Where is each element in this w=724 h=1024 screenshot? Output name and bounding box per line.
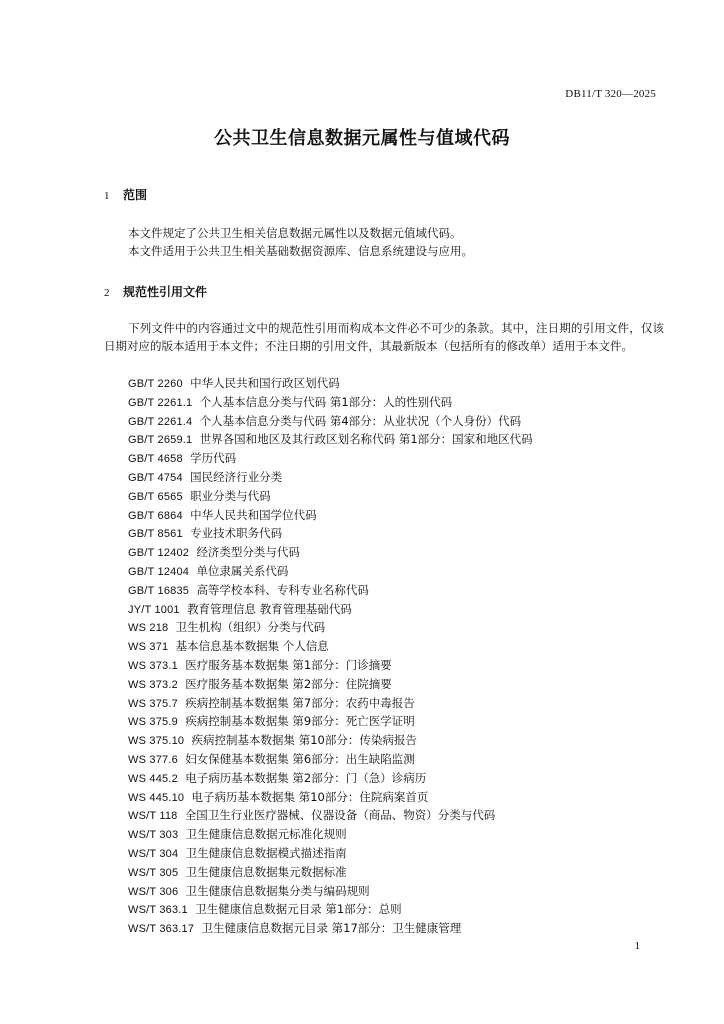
list-item — [128, 562, 533, 581]
section-number: 2 — [104, 287, 110, 299]
reference-code: GB/T 2261.4 — [128, 415, 193, 428]
list-item — [128, 637, 533, 656]
reference-code: WS 218 — [128, 622, 169, 635]
reference-title: 医疗服务基本数据集 第1部分：门诊摘要 — [185, 657, 392, 672]
list-item — [128, 581, 533, 600]
reference-code: GB/T 4658 — [128, 453, 183, 466]
list-item — [128, 487, 533, 506]
reference-code: GB/T 2260 — [128, 378, 183, 390]
list-item — [128, 806, 533, 825]
reference-title: 职业分类与代码 — [190, 488, 271, 503]
list-item — [128, 468, 533, 487]
reference-title: 卫生机构（组织）分类与代码 — [175, 620, 326, 635]
list-item — [128, 675, 533, 694]
reference-code: WS 373.1 — [128, 659, 178, 672]
list-item — [128, 412, 533, 431]
reference-title: 卫生健康信息数据元标准化规则 — [185, 827, 347, 842]
reference-code: GB/T 6864 — [128, 509, 183, 522]
reference-code: WS 445.10 — [128, 791, 185, 804]
list-item — [128, 618, 533, 637]
reference-title: 疾病控制基本数据集 第10部分：传染病报告 — [191, 733, 417, 748]
reference-title: 专业技术职务代码 — [190, 526, 283, 541]
list-item — [128, 543, 533, 562]
list-item — [128, 900, 533, 919]
section-title: 范围 — [123, 188, 148, 202]
reference-title: 单位隶属关系代码 — [196, 563, 289, 578]
list-item — [128, 750, 533, 769]
page-number: 1 — [634, 940, 640, 952]
reference-code: WS 375.10 — [128, 735, 185, 748]
reference-code: GB/T 4754 — [128, 471, 183, 484]
list-item — [128, 374, 533, 393]
reference-title: 卫生健康信息数据集分类与编码规则 — [185, 883, 370, 898]
reference-title: 世界各国和地区及其行政区划名称代码 第1部分：国家和地区代码 — [199, 432, 533, 447]
list-item — [128, 506, 533, 525]
reference-title: 学历代码 — [190, 451, 237, 466]
list-item — [128, 919, 533, 938]
list-item — [128, 844, 533, 863]
reference-code: WS/T 306 — [128, 885, 179, 898]
reference-code: GB/T 12402 — [128, 547, 190, 560]
references-intro-paragraph: 下列文件中的内容通过文中的规范性引用而构成本文件必不可少的条款。其中，注日期的引用文件，仅该日期对应的版本适用于本文件；不注日期的引用文件，其最新版本（包括所有的修改单）适用于本文件。 — [104, 321, 664, 353]
list-item — [128, 863, 533, 882]
reference-code: GB/T 6565 — [128, 490, 183, 503]
scope-paragraph-2: 本文件适用于公共卫生相关基础数据资源库、信息系统建设与应用。 — [128, 244, 473, 258]
reference-title: 电子病历基本数据集 第2部分：门（急）诊病历 — [185, 770, 427, 785]
reference-code: WS/T 118 — [128, 810, 178, 823]
reference-title: 卫生健康信息数据模式描述指南 — [185, 845, 347, 860]
reference-code: WS/T 363.1 — [128, 904, 188, 917]
reference-title: 个人基本信息分类与代码 第1部分：人的性别代码 — [199, 394, 453, 409]
reference-code: GB/T 12404 — [128, 565, 190, 578]
reference-title: 高等学校本科、专科专业名称代码 — [196, 582, 369, 597]
list-item — [128, 825, 533, 844]
reference-title: 卫生健康信息数据元目录 第17部分：卫生健康管理 — [201, 921, 462, 936]
reference-code: WS/T 304 — [128, 847, 179, 860]
reference-title: 教育管理信息 教育管理基础代码 — [187, 601, 352, 616]
standard-code: DB11/T 320—2025 — [565, 88, 656, 100]
reference-code: WS/T 363.17 — [128, 923, 195, 936]
reference-title: 卫生健康信息数据集元数据标准 — [185, 864, 347, 879]
reference-title: 疾病控制基本数据集 第7部分：农药中毒报告 — [185, 695, 415, 710]
reference-title: 个人基本信息分类与代码 第4部分：从业状况（个人身份）代码 — [199, 413, 522, 428]
list-item — [128, 656, 533, 675]
reference-code: WS/T 305 — [128, 866, 179, 879]
section-title: 规范性引用文件 — [123, 285, 208, 299]
reference-title: 医疗服务基本数据集 第2部分：住院摘要 — [185, 676, 392, 691]
reference-code: WS 373.2 — [128, 678, 178, 691]
list-item — [128, 694, 533, 713]
list-item — [128, 524, 533, 543]
reference-title: 卫生健康信息数据元目录 第1部分：总则 — [195, 902, 402, 917]
list-item — [128, 731, 533, 750]
reference-title: 电子病历基本数据集 第10部分：住院病案首页 — [191, 789, 429, 804]
reference-code: WS 377.6 — [128, 753, 178, 766]
list-item — [128, 769, 533, 788]
reference-title: 妇女保健基本数据集 第6部分：出生缺陷监测 — [185, 751, 415, 766]
list-item — [128, 393, 533, 412]
reference-list — [128, 374, 533, 938]
list-item — [128, 600, 533, 619]
reference-title: 基本信息基本数据集 个人信息 — [175, 639, 329, 654]
reference-title: 疾病控制基本数据集 第9部分：死亡医学证明 — [185, 714, 415, 729]
list-item — [128, 712, 533, 731]
reference-title: 全国卫生行业医疗器械、仪器设备（商品、物资）分类与代码 — [184, 808, 496, 823]
list-item — [128, 449, 533, 468]
reference-code: WS/T 303 — [128, 829, 179, 842]
reference-title: 国民经济行业分类 — [190, 469, 283, 484]
document-title: 公共卫生信息数据元属性与值域代码 — [214, 128, 510, 149]
reference-title: 中华人民共和国学位代码 — [190, 507, 317, 522]
section-heading-scope — [104, 186, 147, 203]
list-item — [128, 430, 533, 449]
reference-title: 中华人民共和国行政区划代码 — [190, 376, 340, 390]
reference-code: GB/T 2261.1 — [128, 396, 193, 409]
reference-code: GB/T 8561 — [128, 528, 183, 541]
reference-code: WS 375.7 — [128, 697, 178, 710]
section-heading-normative-references — [104, 283, 207, 300]
reference-code: GB/T 2659.1 — [128, 434, 193, 447]
reference-code: GB/T 16835 — [128, 584, 190, 597]
reference-title: 经济类型分类与代码 — [196, 545, 300, 560]
reference-code: JY/T 1001 — [128, 603, 180, 616]
reference-code: WS 445.2 — [128, 772, 178, 785]
reference-code: WS 371 — [128, 641, 169, 654]
scope-paragraph-1: 本文件规定了公共卫生相关信息数据元属性以及数据元值域代码。 — [128, 226, 462, 240]
list-item — [128, 882, 533, 901]
list-item — [128, 788, 533, 807]
section-number: 1 — [104, 190, 110, 202]
reference-code: WS 375.9 — [128, 716, 178, 729]
